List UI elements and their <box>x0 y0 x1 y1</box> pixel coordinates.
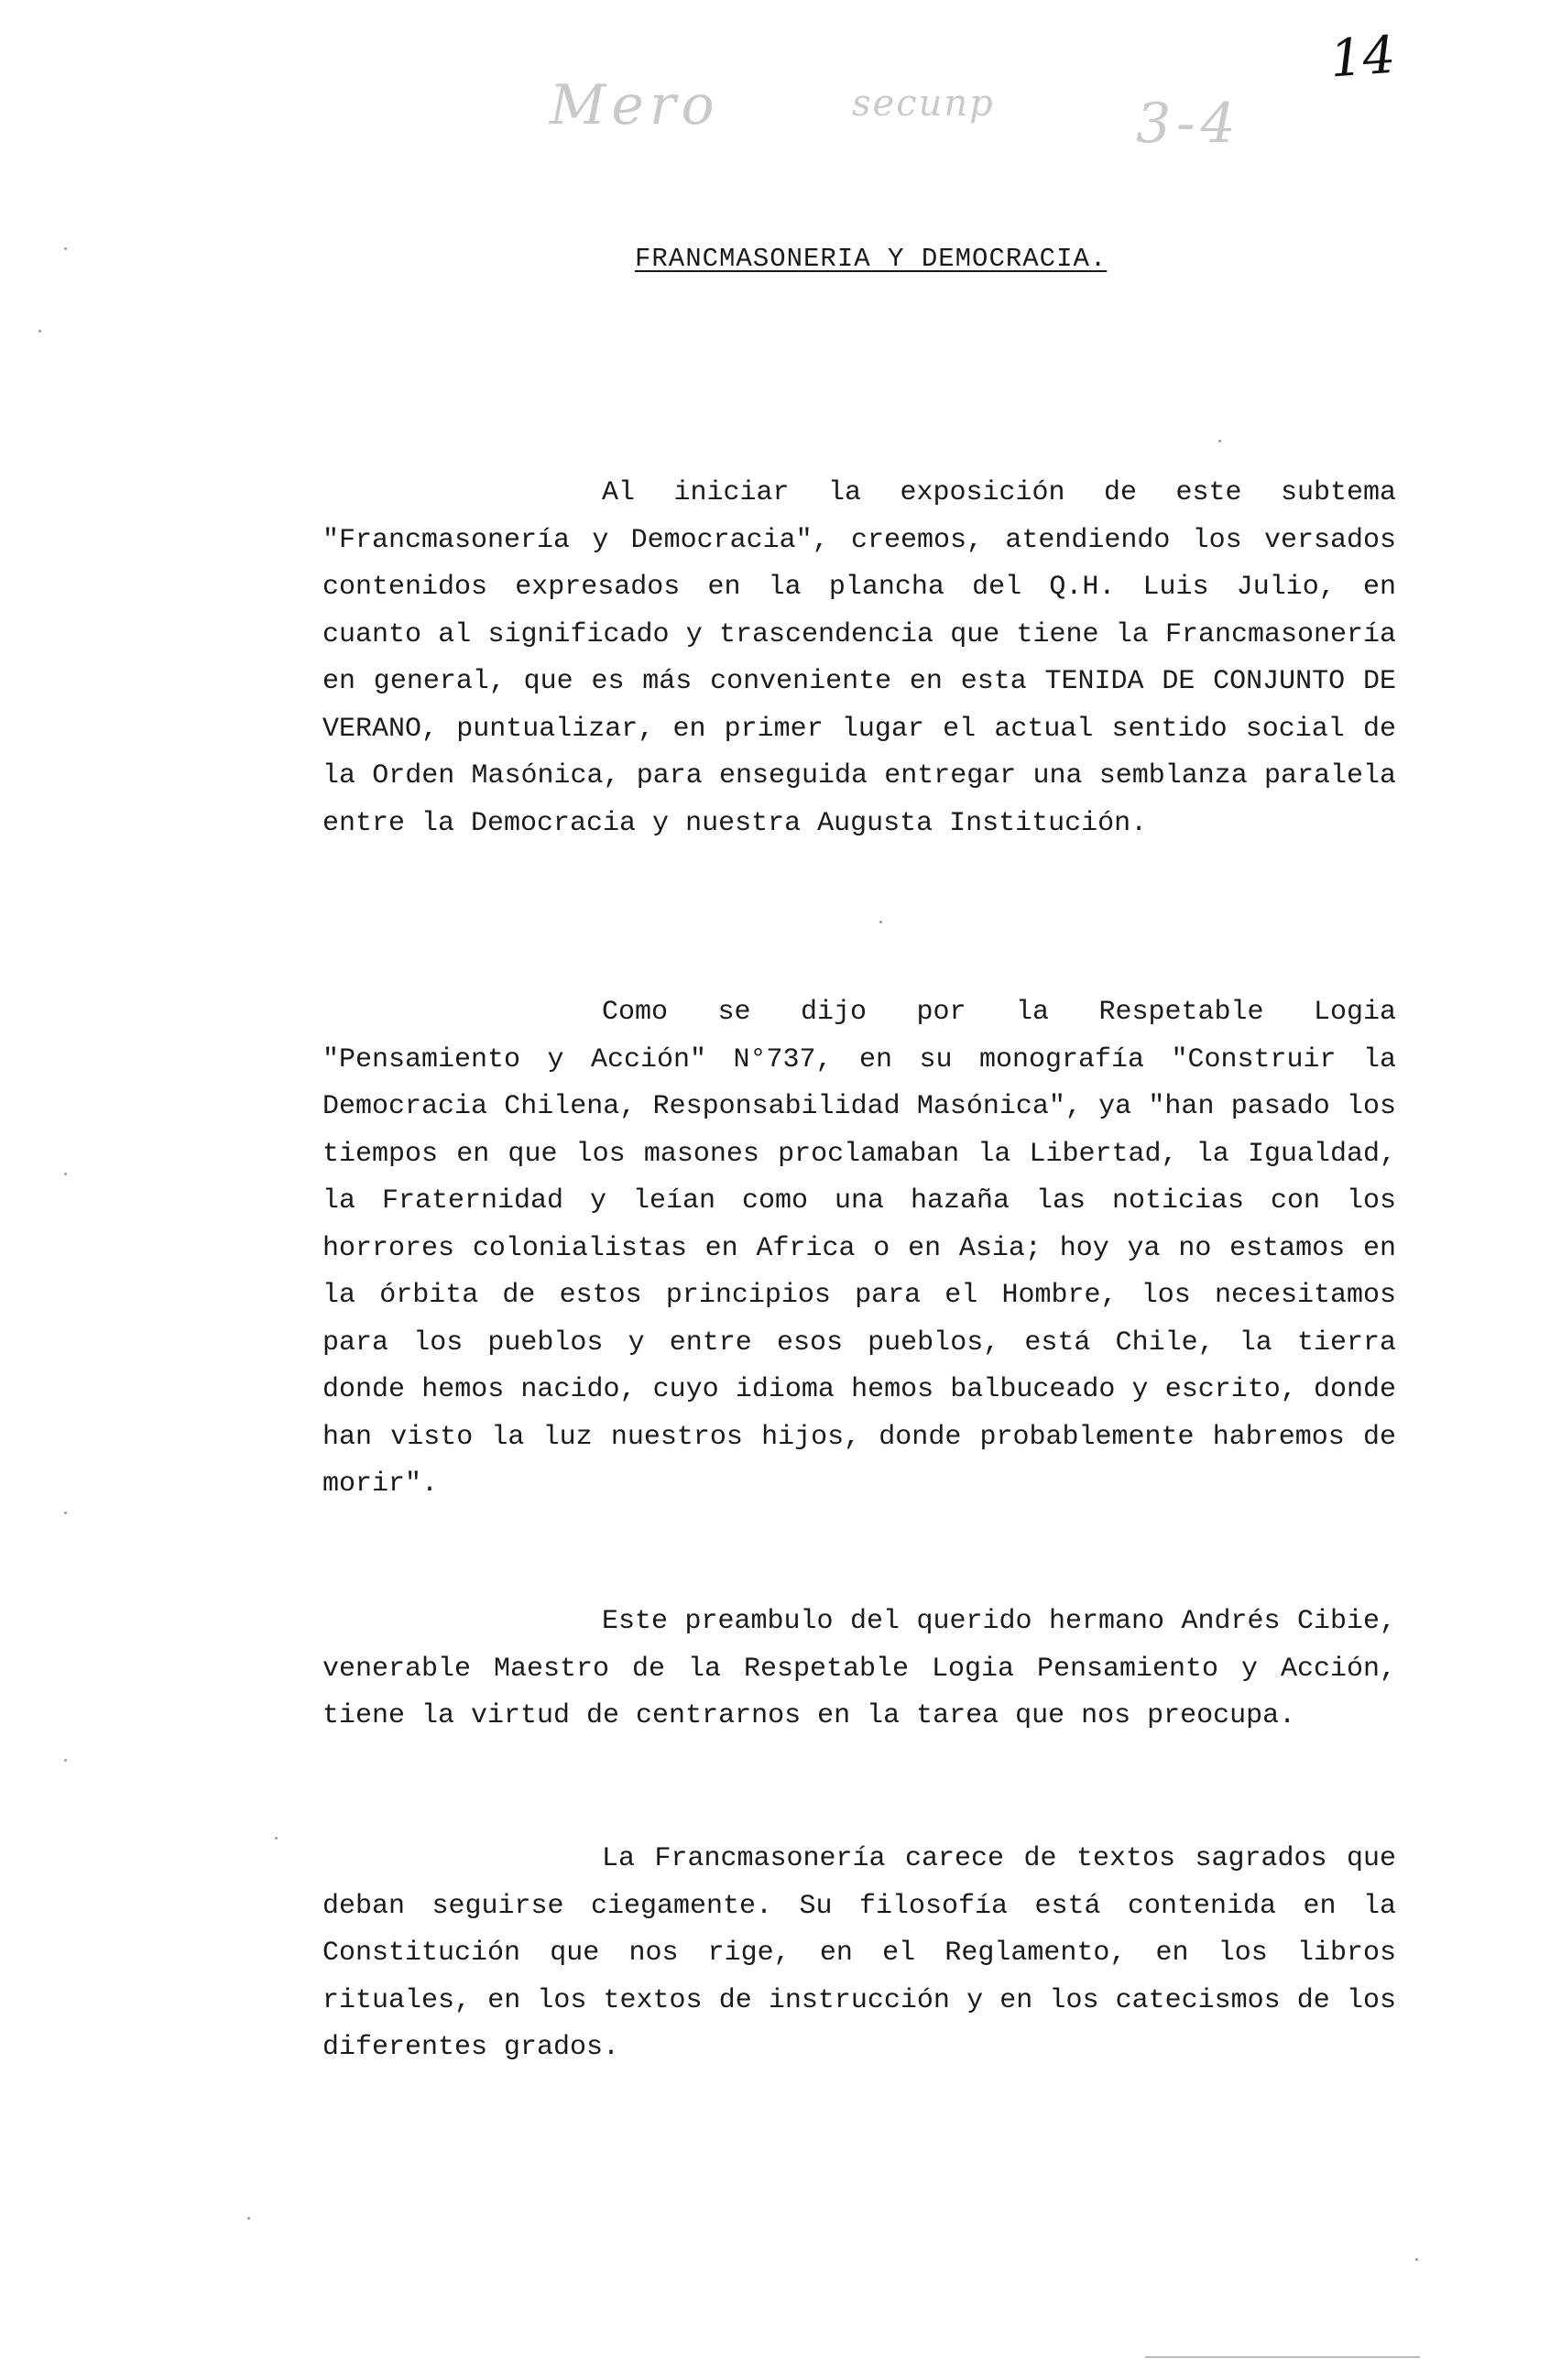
paragraph-4 <box>322 1836 1396 2072</box>
paragraph-text: Este preambulo del querido hermano Andrés Cibie, venerable Maestro de la Respetable Logia Pensamiento y Acción, tiene la virtud de centrarnos en la tarea que nos preocupa. <box>322 1606 1396 1731</box>
scan-speck <box>38 330 41 333</box>
scan-artifact-line <box>1145 2356 1420 2358</box>
scan-speck <box>275 1837 278 1840</box>
page-number: 14 <box>1327 25 1398 90</box>
paragraph-text: Al iniciar la exposición de este subtema "Francmasonería y Democracia", creemos, atendiendo los versados contenidos expresados en la plancha del Q.H. Luis Julio, en cuanto al significado y trascendencia que tiene la Francmasonería en general, que es más conveniente en esta TENIDA DE CONJUNTO DE VERANO, puntualizar, en primer lugar el actual sentido social de la Orden Masónica, para enseguida entregar una semblanza paralela entre la Democracia y nuestra Augusta Institución. <box>322 477 1396 839</box>
paragraph-text: La Francmasonería carece de textos sagrados que deban seguirse ciegamente. Su filosofía está contenida en la Constitución que nos rige, en el Reglamento, en los libros rituales, en los textos de instrucción y en los catecismos de los diferentes grados. <box>322 1843 1396 2063</box>
scan-speck <box>64 1512 67 1514</box>
scan-speck <box>247 2217 250 2220</box>
paragraph-3 <box>322 1599 1396 1741</box>
annotation-word-2: secunp <box>852 82 995 125</box>
scan-speck <box>64 247 67 250</box>
scan-speck <box>1218 440 1221 442</box>
annotation-word-1: Mero <box>550 73 720 137</box>
paragraph-2 <box>322 989 1396 1509</box>
scan-speck <box>879 921 882 923</box>
handwritten-annotation <box>550 73 1301 174</box>
scan-speck <box>64 1173 67 1175</box>
document-title: FRANCMASONERIA Y DEMOCRACIA. <box>635 244 1108 274</box>
paragraph-text: Como se dijo por la Respetable Logia "Pensamiento y Acción" N°737, en su monografía "Construir la Democracia Chilena, Responsabilidad Masónica", ya "han pasado los tiempos en que los masones proclamaban la Libertad, la Igualdad, la Fraternidad y leían como una hazaña las noticias con los horrores colonialistas en Africa o en Asia; hoy ya no estamos en la órbita de estos principios para el Hombre, los necesitamos para los pueblos y entre esos pueblos, está Chile, la tierra donde hemos nacido, cuyo idioma hemos balbuceado y escrito, donde han visto la luz nuestros hijos, donde probablemente habremos de morir". <box>322 997 1396 1500</box>
scan-speck <box>1415 2258 1418 2261</box>
annotation-word-3: 3-4 <box>1136 92 1241 156</box>
paragraph-1 <box>322 470 1396 847</box>
scan-speck <box>64 1759 67 1762</box>
